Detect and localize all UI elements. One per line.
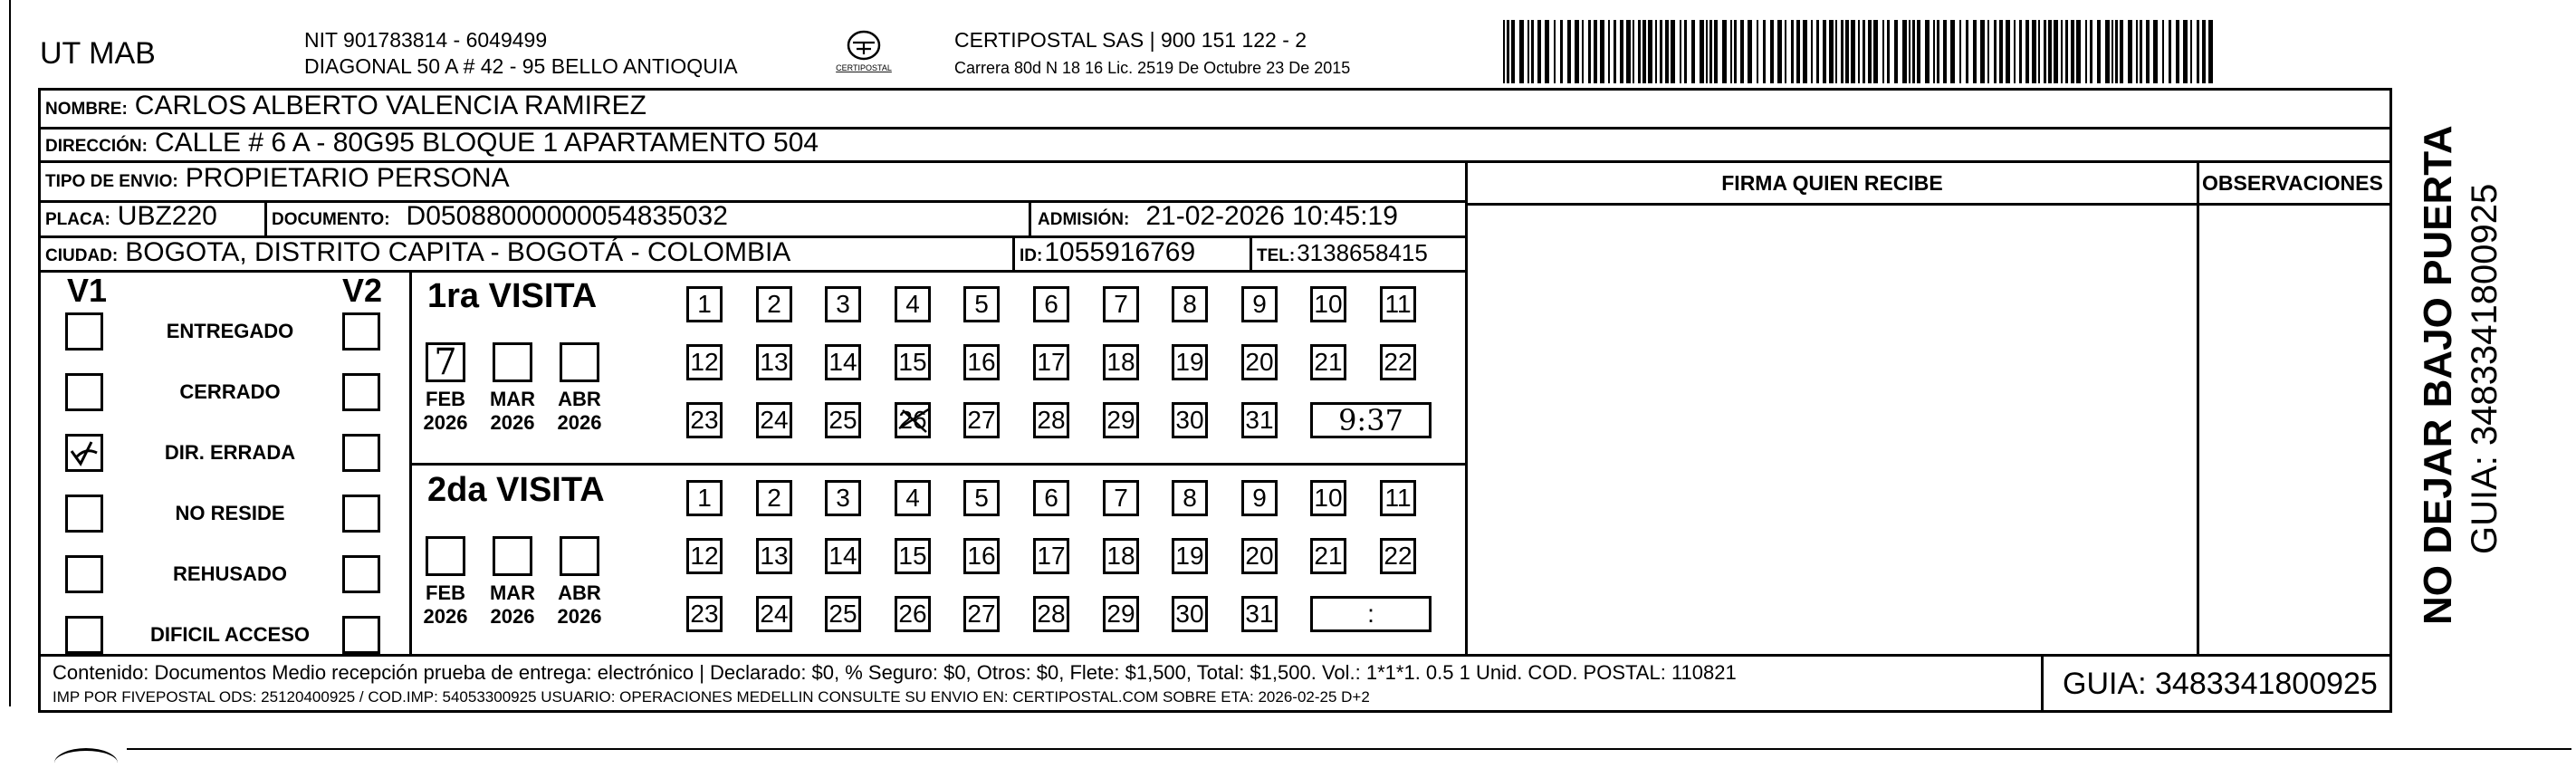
day-box[interactable]: 7 — [1103, 480, 1139, 516]
tel-row — [1257, 239, 1428, 267]
day-box[interactable]: 30 — [1172, 402, 1208, 438]
day-box[interactable]: 6 — [1033, 480, 1069, 516]
cut-mark — [54, 748, 118, 778]
month-checkbox[interactable] — [426, 536, 465, 576]
rule — [2041, 654, 2044, 713]
nombre-value: CARLOS ALBERTO VALENCIA RAMIREZ — [134, 91, 646, 120]
id-label: ID: — [1020, 246, 1043, 265]
warning-text: NO DEJAR BAJO PUERTA — [2416, 125, 2460, 625]
month-label — [418, 388, 473, 435]
v2-header: V2 — [342, 272, 383, 309]
day-box[interactable]: 25 — [825, 402, 861, 438]
company-address: DIAGONAL 50 A # 42 - 95 BELLO ANTIOQUIA — [304, 54, 738, 78]
day-box[interactable]: 6 — [1033, 286, 1069, 322]
day-box[interactable]: 27 — [963, 596, 1000, 632]
documento-value: D05088000000054835032 — [406, 201, 728, 231]
day-box[interactable]: 1 — [686, 480, 723, 516]
month-name: MAR — [489, 581, 536, 604]
month-year: 2026 — [557, 411, 602, 434]
nombre-label: NOMBRE: — [45, 100, 128, 119]
day-box[interactable]: 14 — [825, 344, 861, 380]
v1-header: V1 — [67, 272, 108, 309]
day-box[interactable]: 18 — [1103, 344, 1139, 380]
day-box[interactable]: 15 — [895, 538, 931, 574]
month-checkbox[interactable]: 7 — [426, 342, 465, 382]
rule — [2197, 160, 2199, 657]
day-box[interactable]: 23 — [686, 596, 723, 632]
month-name: FEB — [426, 388, 465, 410]
certipostal-logo — [835, 27, 893, 76]
day-box[interactable]: 8 — [1172, 286, 1208, 322]
placa-label: PLACA: — [45, 210, 110, 229]
tel-label: TEL: — [1257, 246, 1296, 265]
visit-title: 1ra VISITA — [427, 277, 598, 315]
day-box[interactable]: 26 — [895, 402, 931, 438]
day-box[interactable]: 7 — [1103, 286, 1139, 322]
day-box[interactable]: 3 — [825, 286, 861, 322]
day-box[interactable]: 27 — [963, 402, 1000, 438]
nombre-row — [45, 91, 646, 121]
time-box[interactable]: : — [1310, 596, 1432, 632]
day-box[interactable]: 29 — [1103, 596, 1139, 632]
day-box[interactable]: 11 — [1380, 480, 1416, 516]
month-label — [485, 388, 540, 435]
day-box[interactable]: 24 — [756, 402, 792, 438]
day-box[interactable]: 19 — [1172, 344, 1208, 380]
placa-row — [45, 201, 217, 232]
company-nit: NIT 901783814 - 6049499 — [304, 28, 548, 52]
day-box[interactable]: 29 — [1103, 402, 1139, 438]
day-box[interactable]: 4 — [895, 286, 931, 322]
footer-guia: GUIA: 3483341800925 — [2063, 667, 2378, 701]
v2-checkbox[interactable] — [342, 616, 380, 654]
barcode — [1503, 20, 2227, 83]
v1-checkbox[interactable] — [65, 616, 103, 654]
month-label — [418, 581, 473, 629]
rule — [409, 270, 412, 656]
day-box[interactable]: 5 — [963, 286, 1000, 322]
rule — [1465, 160, 1468, 657]
direccion-row — [45, 128, 819, 158]
rule — [409, 463, 1465, 466]
carrier-name: CERTIPOSTAL SAS | 900 151 122 - 2 — [954, 28, 1307, 52]
documento-row — [272, 201, 728, 232]
cut-line — [127, 748, 2571, 750]
page-edge — [0, 0, 11, 706]
month-label — [552, 581, 607, 629]
v2-checkbox[interactable] — [342, 312, 380, 351]
status-option-label: DIFICIL ACCESO — [149, 623, 310, 646]
day-box[interactable]: 2 — [756, 480, 792, 516]
day-box[interactable]: 22 — [1380, 538, 1416, 574]
day-box[interactable]: 14 — [825, 538, 861, 574]
id-row — [1020, 237, 1195, 268]
admision-label: ADMISIÓN: — [1038, 210, 1130, 229]
direccion-value: CALLE # 6 A - 80G95 BLOQUE 1 APARTAMENTO 504 — [154, 128, 819, 158]
firma-header: FIRMA QUIEN RECIBE — [1721, 171, 1943, 195]
status-option-label: ENTREGADO — [166, 320, 294, 342]
day-box[interactable]: 10 — [1310, 286, 1346, 322]
month-name: FEB — [426, 581, 465, 604]
direccion-label: DIRECCIÓN: — [45, 137, 148, 156]
day-box[interactable]: 31 — [1241, 596, 1278, 632]
status-option-label: CERRADO — [179, 380, 281, 403]
day-box[interactable]: 8 — [1172, 480, 1208, 516]
day-box[interactable]: 22 — [1380, 344, 1416, 380]
admision-value: 21-02-2026 10:45:19 — [1145, 201, 1398, 231]
day-box[interactable]: 23 — [686, 402, 723, 438]
month-name: ABR — [558, 388, 601, 410]
month-year: 2026 — [423, 605, 468, 628]
day-box[interactable]: 31 — [1241, 402, 1278, 438]
placa-value: UBZ220 — [117, 201, 217, 231]
status-option-label: NO RESIDE — [175, 502, 285, 524]
day-box[interactable]: 16 — [963, 344, 1000, 380]
tel-value: 3138658415 — [1297, 239, 1428, 266]
day-box[interactable]: 10 — [1310, 480, 1346, 516]
rule — [1012, 235, 1015, 272]
day-box[interactable]: 30 — [1172, 596, 1208, 632]
day-box[interactable]: 21 — [1310, 538, 1346, 574]
status-option-label: REHUSADO — [173, 562, 287, 585]
status-option-label: DIR. ERRADA — [164, 441, 296, 464]
month-checkbox[interactable] — [493, 342, 532, 382]
day-box[interactable]: 17 — [1033, 538, 1069, 574]
rule — [264, 200, 267, 236]
day-box[interactable]: 20 — [1241, 538, 1278, 574]
month-checkbox[interactable] — [493, 536, 532, 576]
month-year: 2026 — [557, 605, 602, 628]
footer-print-info: IMP POR FIVEPOSTAL ODS: 25120400925 / COD.IMP: 54053300925 USUARIO: OPERACIONES MEDELLIN CONSULTE SU ENVIO EN: CERTIPOSTAL.COM SOBRE ETA: 2026-02-25 D+2 — [53, 688, 1370, 706]
carrier-license: Carrera 80d N 18 16 Lic. 2519 De Octubre 23 De 2015 — [954, 59, 1351, 77]
day-box[interactable]: 13 — [756, 538, 792, 574]
v2-checkbox[interactable] — [342, 555, 380, 593]
time-box[interactable]: 9:37 — [1310, 402, 1432, 438]
day-box[interactable]: 4 — [895, 480, 931, 516]
month-name: MAR — [489, 388, 536, 410]
day-box[interactable]: 17 — [1033, 344, 1069, 380]
v2-checkbox[interactable] — [342, 495, 380, 533]
month-checkbox[interactable] — [560, 536, 599, 576]
footer-content: Contenido: Documentos Medio recepción prueba de entrega: electrónico | Declarado: $0, % Seguro: $0, Otros: $0, Flete: $1,500, Total: $1,500. Vol.: 1*1*1. 0.5 1 Unid. COD. POSTAL: 110821 — [53, 661, 1737, 684]
v1-checkbox[interactable] — [65, 495, 103, 533]
tipo-label: TIPO DE ENVIO: — [45, 172, 178, 191]
day-box[interactable]: 28 — [1033, 402, 1069, 438]
ciudad-label: CIUDAD: — [45, 246, 119, 265]
rule — [1250, 235, 1252, 272]
admision-row — [1038, 201, 1398, 232]
day-box[interactable]: 24 — [756, 596, 792, 632]
day-box[interactable]: 5 — [963, 480, 1000, 516]
rule — [38, 654, 2392, 657]
month-year: 2026 — [490, 411, 535, 434]
svg-text:CERTIPOSTAL: CERTIPOSTAL — [836, 63, 892, 72]
day-box[interactable]: 21 — [1310, 344, 1346, 380]
day-box[interactable]: 26 — [895, 596, 931, 632]
month-label — [485, 581, 540, 629]
day-box[interactable]: 13 — [756, 344, 792, 380]
side-guia: GUIA: 3483341800925 — [2465, 183, 2504, 554]
ciudad-row — [45, 237, 790, 268]
v1-checkbox[interactable] — [65, 312, 103, 351]
day-box[interactable]: 20 — [1241, 344, 1278, 380]
rule — [1029, 200, 1031, 236]
day-box[interactable]: 1 — [686, 286, 723, 322]
day-box[interactable]: 3 — [825, 480, 861, 516]
day-box[interactable]: 19 — [1172, 538, 1208, 574]
month-label — [552, 388, 607, 435]
tipo-row — [45, 163, 510, 194]
v1-checkbox[interactable] — [65, 373, 103, 411]
v2-checkbox[interactable] — [342, 373, 380, 411]
day-box[interactable]: 28 — [1033, 596, 1069, 632]
v1-checkbox[interactable] — [65, 555, 103, 593]
day-box[interactable]: 9 — [1241, 286, 1278, 322]
v1-checkbox[interactable] — [65, 434, 103, 472]
month-year: 2026 — [490, 605, 535, 628]
rule — [1465, 203, 2392, 206]
day-box[interactable]: 9 — [1241, 480, 1278, 516]
day-box[interactable]: 11 — [1380, 286, 1416, 322]
month-year: 2026 — [423, 411, 468, 434]
day-box[interactable]: 16 — [963, 538, 1000, 574]
month-name: ABR — [558, 581, 601, 604]
day-box[interactable]: 12 — [686, 538, 723, 574]
ciudad-value: BOGOTA, DISTRITO CAPITA - BOGOTÁ - COLOMBIA — [125, 237, 791, 267]
day-box[interactable]: 15 — [895, 344, 931, 380]
visit-title: 2da VISITA — [427, 471, 605, 509]
day-box[interactable]: 12 — [686, 344, 723, 380]
tipo-value: PROPIETARIO PERSONA — [185, 163, 510, 193]
v2-checkbox[interactable] — [342, 434, 380, 472]
documento-label: DOCUMENTO: — [272, 210, 390, 229]
month-checkbox[interactable] — [560, 342, 599, 382]
company-name: UT MAB — [40, 36, 156, 71]
id-value: 1055916769 — [1044, 237, 1196, 267]
day-box[interactable]: 2 — [756, 286, 792, 322]
observaciones-header: OBSERVACIONES — [2202, 171, 2383, 195]
day-box[interactable]: 25 — [825, 596, 861, 632]
day-box[interactable]: 18 — [1103, 538, 1139, 574]
